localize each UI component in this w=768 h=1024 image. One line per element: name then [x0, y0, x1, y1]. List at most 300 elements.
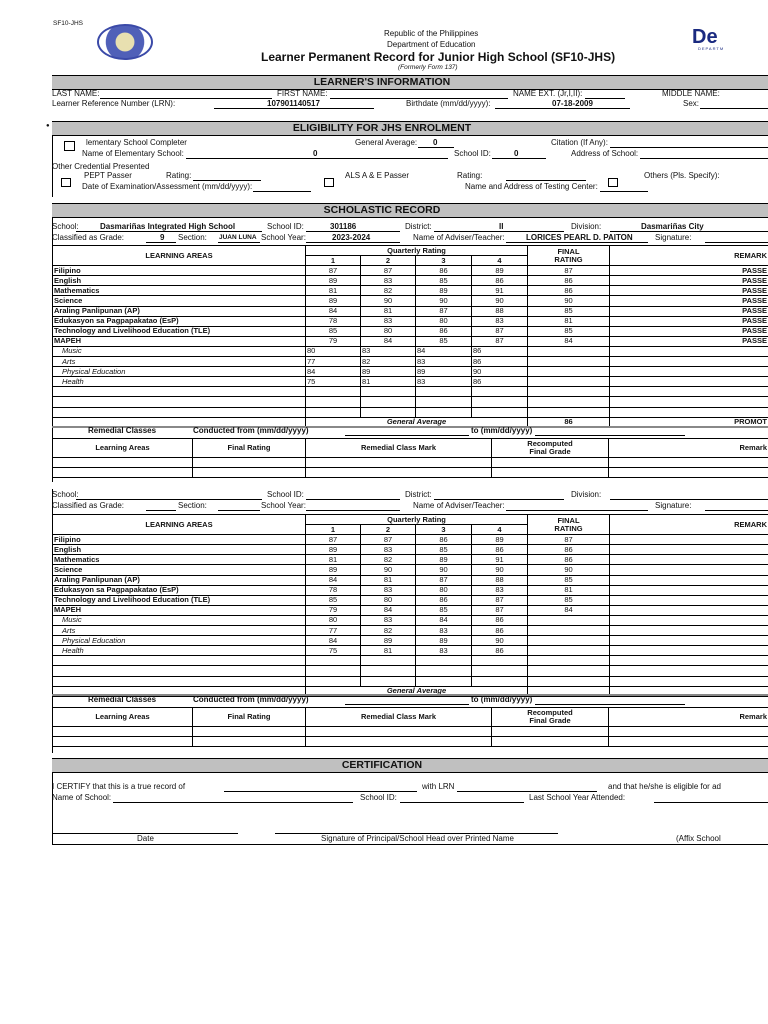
subject-remark[interactable] — [610, 595, 768, 605]
r1-signature-field[interactable] — [705, 242, 768, 243]
blank-cell[interactable] — [610, 666, 768, 676]
final-rating[interactable] — [528, 367, 610, 377]
rem1-cell[interactable] — [306, 468, 492, 478]
rem1-cell[interactable] — [193, 468, 306, 478]
cert-last-sy-field[interactable] — [654, 802, 768, 803]
final-rating[interactable]: 81 — [528, 585, 610, 595]
r1-sy-field[interactable] — [306, 242, 400, 243]
r1-school-field[interactable] — [76, 231, 262, 232]
subject-remark[interactable]: PASSE — [610, 296, 768, 306]
quarter-1-grade[interactable]: 77 — [306, 626, 361, 636]
subject-row — [53, 636, 768, 646]
subject-remark[interactable] — [610, 535, 768, 545]
blank-cell[interactable] — [416, 666, 472, 676]
subject-row — [53, 276, 768, 286]
certify-lrn-field[interactable] — [457, 791, 597, 792]
subject-remark[interactable]: PASSE — [610, 306, 768, 316]
r1-grade-field[interactable] — [146, 242, 176, 243]
quarter-1-grade[interactable]: 78 — [306, 585, 361, 595]
grades-table-1 — [52, 245, 768, 428]
quarter-4-grade[interactable]: 91 — [472, 555, 528, 565]
quarter-3-grade[interactable]: 86 — [416, 535, 472, 545]
final-rating[interactable]: 86 — [528, 286, 610, 296]
r2-school-id-field[interactable] — [306, 499, 400, 500]
quarter-2-grade[interactable]: 83 — [361, 545, 416, 555]
rem1-cell[interactable] — [193, 458, 306, 468]
subject-remark[interactable] — [610, 646, 768, 656]
subject-remark[interactable] — [610, 575, 768, 585]
quarter-2-grade[interactable]: 87 — [361, 266, 416, 276]
r2-section-field[interactable] — [218, 510, 260, 511]
final-rating[interactable]: 87 — [528, 266, 610, 276]
quarter-2-grade[interactable]: 90 — [361, 565, 416, 575]
r1-school-value: Dasmariñas Integrated High School — [100, 222, 236, 231]
quarter-2-grade[interactable]: 89 — [361, 367, 416, 377]
lrn-field[interactable] — [214, 108, 374, 109]
final-rating[interactable]: 85 — [528, 306, 610, 316]
r2-school-field[interactable] — [76, 499, 262, 500]
r2-division-field[interactable] — [610, 499, 768, 500]
quarter-1-grade[interactable]: 89 — [306, 276, 361, 286]
quarter-2-grade[interactable]: 83 — [361, 276, 416, 286]
form-title: Learner Permanent Record for Junior High School (SF10-JHS) — [261, 50, 616, 64]
quarter-2-grade[interactable]: 83 — [361, 615, 416, 625]
final-rating[interactable] — [528, 646, 610, 656]
final-rating[interactable] — [528, 636, 610, 646]
subject-name: English — [53, 545, 306, 555]
subject-name: Physical Education — [53, 636, 306, 646]
sex-field[interactable] — [700, 108, 768, 109]
quarter-2-grade[interactable]: 83 — [361, 346, 416, 356]
quarter-3-grade[interactable]: 90 — [416, 565, 472, 575]
subject-remark[interactable] — [610, 357, 768, 367]
r1-section-field[interactable] — [218, 242, 260, 243]
r1-school-id-field[interactable] — [306, 231, 400, 232]
remedial1-to-field[interactable] — [535, 435, 685, 436]
final-rating[interactable]: 90 — [528, 296, 610, 306]
quarter-2-grade[interactable]: 87 — [361, 535, 416, 545]
lrn-label: Learner Reference Number (LRN): — [52, 99, 176, 108]
rem1-col-mark: Remedial Class Mark — [306, 439, 492, 458]
quarter-1-grade[interactable]: 81 — [306, 555, 361, 565]
blank-row — [53, 397, 768, 407]
quarter-4-grade[interactable]: 86 — [472, 377, 528, 387]
subject-remark[interactable] — [610, 555, 768, 565]
blank-cell[interactable] — [416, 656, 472, 666]
blank-cell[interactable] — [416, 387, 472, 397]
blank-cell[interactable] — [472, 666, 528, 676]
quarter-2-grade[interactable]: 81 — [361, 306, 416, 316]
subject-name: Science — [53, 565, 306, 575]
subject-name: Araling Panlipunan (AP) — [53, 575, 306, 585]
subject-remark[interactable]: PASSE — [610, 276, 768, 286]
rem2-cell[interactable] — [609, 727, 768, 737]
col-q3: 3 — [416, 256, 472, 266]
subject-name: Arts — [53, 626, 306, 636]
pept-rating-field[interactable] — [193, 180, 261, 181]
cert-school-field[interactable] — [113, 802, 353, 803]
r1-adviser-field[interactable] — [506, 242, 648, 243]
subject-name: Araling Panlipunan (AP) — [53, 306, 306, 316]
quarter-3-grade[interactable]: 85 — [416, 276, 472, 286]
quarter-1-grade[interactable]: 81 — [306, 286, 361, 296]
quarter-3-grade[interactable]: 86 — [416, 326, 472, 336]
pept-checkbox[interactable] — [61, 178, 71, 187]
blank-cell[interactable] — [361, 656, 416, 666]
quarter-3-grade[interactable]: 85 — [416, 336, 472, 346]
blank-row — [53, 666, 768, 676]
blank-cell[interactable] — [528, 676, 610, 686]
final-rating[interactable] — [528, 357, 610, 367]
elem-completer-checkbox[interactable] — [64, 141, 75, 151]
quarter-4-grade[interactable]: 91 — [472, 286, 528, 296]
subject-remark[interactable] — [610, 346, 768, 356]
remedial2-from-field[interactable] — [345, 704, 469, 705]
subject-remark[interactable] — [610, 626, 768, 636]
blank-cell[interactable] — [610, 407, 768, 417]
final-rating[interactable] — [528, 346, 610, 356]
quarter-3-grade[interactable]: 83 — [416, 377, 472, 387]
rem2-col-area: Learning Areas — [53, 708, 193, 727]
exam-date-field[interactable] — [253, 191, 311, 192]
quarter-4-grade[interactable]: 89 — [472, 535, 528, 545]
quarter-4-grade[interactable]: 86 — [472, 276, 528, 286]
blank-cell[interactable] — [361, 387, 416, 397]
final-rating[interactable] — [528, 615, 610, 625]
r2-adviser-field[interactable] — [506, 510, 648, 511]
subject-name: Physical Education — [53, 367, 306, 377]
quarter-3-grade[interactable]: 86 — [416, 266, 472, 276]
final-rating[interactable]: 87 — [528, 535, 610, 545]
quarter-3-grade[interactable]: 87 — [416, 575, 472, 585]
final-rating[interactable]: 85 — [528, 595, 610, 605]
final-rating[interactable]: 86 — [528, 545, 610, 555]
blank-cell[interactable] — [610, 656, 768, 666]
quarter-1-grade[interactable]: 75 — [306, 377, 361, 387]
quarter-1-grade[interactable]: 87 — [306, 266, 361, 276]
quarter-1-grade[interactable]: 80 — [306, 346, 361, 356]
quarter-4-grade[interactable]: 87 — [472, 605, 528, 615]
address-field[interactable] — [640, 158, 768, 159]
blank-cell[interactable] — [53, 666, 306, 676]
quarter-2-grade[interactable]: 82 — [361, 286, 416, 296]
citation-field[interactable] — [610, 147, 768, 148]
rem2-cell[interactable] — [306, 727, 492, 737]
rem2-cell[interactable] — [609, 737, 768, 747]
quarter-3-grade[interactable]: 84 — [416, 346, 472, 356]
als-checkbox[interactable] — [324, 178, 334, 187]
blank-cell[interactable] — [472, 676, 528, 686]
quarter-1-grade[interactable]: 79 — [306, 605, 361, 615]
blank-cell[interactable] — [306, 397, 361, 407]
subject-remark[interactable] — [610, 636, 768, 646]
rem2-col-remark: Remark — [609, 708, 768, 727]
r2-grade-field[interactable] — [146, 510, 176, 511]
quarter-4-grade[interactable]: 89 — [472, 266, 528, 276]
blank-cell[interactable] — [306, 666, 361, 676]
quarter-4-grade[interactable]: 87 — [472, 595, 528, 605]
blank-cell[interactable] — [472, 656, 528, 666]
final-rating[interactable]: 84 — [528, 605, 610, 615]
quarter-3-grade[interactable]: 85 — [416, 545, 472, 555]
r1-grade-value: 9 — [160, 233, 165, 242]
blank-cell[interactable] — [306, 676, 361, 686]
blank-cell[interactable] — [528, 407, 610, 417]
quarter-4-grade[interactable]: 86 — [472, 545, 528, 555]
rem1-cell[interactable] — [492, 468, 609, 478]
general-average-value: 86 — [528, 417, 610, 427]
others-checkbox[interactable] — [608, 178, 618, 187]
quarter-3-grade[interactable]: 87 — [416, 306, 472, 316]
subject-name: Filipino — [53, 266, 306, 276]
subject-name: Filipino — [53, 535, 306, 545]
final-rating[interactable]: 85 — [528, 575, 610, 585]
subject-name: MAPEH — [53, 336, 306, 346]
subject-remark[interactable] — [610, 367, 768, 377]
quarter-4-grade[interactable]: 86 — [472, 626, 528, 636]
quarter-4-grade[interactable]: 87 — [472, 336, 528, 346]
subject-row — [53, 545, 768, 555]
rem2-cell[interactable] — [53, 727, 193, 737]
quarter-2-grade[interactable]: 81 — [361, 646, 416, 656]
rem1-col-area: Learning Areas — [53, 439, 193, 458]
school-id-label: School ID: — [454, 149, 491, 158]
quarter-4-grade[interactable]: 90 — [472, 565, 528, 575]
r1-division-field[interactable] — [610, 231, 768, 232]
blank-cell[interactable] — [361, 397, 416, 407]
quarter-2-grade[interactable]: 90 — [361, 296, 416, 306]
quarter-4-grade[interactable]: 87 — [472, 326, 528, 336]
last-name-label: LAST NAME: — [52, 89, 100, 98]
quarter-1-grade[interactable]: 85 — [306, 595, 361, 605]
r1-district-field[interactable] — [434, 231, 564, 232]
subject-remark[interactable]: PASSE — [610, 286, 768, 296]
quarter-4-grade[interactable]: 86 — [472, 646, 528, 656]
blank-cell[interactable] — [528, 397, 610, 407]
blank-cell[interactable] — [416, 397, 472, 407]
certify-name-field[interactable] — [224, 791, 417, 792]
quarter-2-grade[interactable]: 84 — [361, 605, 416, 615]
final-rating[interactable]: 84 — [528, 336, 610, 346]
quarter-3-grade[interactable]: 85 — [416, 605, 472, 615]
subject-name: Music — [53, 615, 306, 625]
formerly-text: (Formerly Form 137) — [398, 64, 458, 71]
rem2-cell[interactable] — [53, 737, 193, 747]
rem2-cell[interactable] — [193, 737, 306, 747]
subject-row — [53, 326, 768, 336]
quarter-1-grade[interactable]: 77 — [306, 357, 361, 367]
quarter-3-grade[interactable]: 83 — [416, 646, 472, 656]
quarter-3-grade[interactable]: 84 — [416, 615, 472, 625]
subject-remark[interactable]: PASSE — [610, 266, 768, 276]
quarter-2-grade[interactable]: 80 — [361, 326, 416, 336]
subject-row — [53, 646, 768, 656]
quarter-2-grade[interactable]: 81 — [361, 575, 416, 585]
quarter-4-grade[interactable]: 90 — [472, 367, 528, 377]
final-rating[interactable] — [528, 626, 610, 636]
quarter-1-grade[interactable]: 84 — [306, 306, 361, 316]
quarter-2-grade[interactable]: 89 — [361, 636, 416, 646]
quarter-1-grade[interactable]: 89 — [306, 565, 361, 575]
quarter-2-grade[interactable]: 83 — [361, 316, 416, 326]
quarter-4-grade[interactable]: 88 — [472, 575, 528, 585]
gen-avg-field[interactable] — [418, 147, 454, 148]
blank-cell[interactable] — [416, 407, 472, 417]
subject-remark[interactable] — [610, 605, 768, 615]
birthdate-value: 07-18-2009 — [552, 99, 593, 108]
blank-cell[interactable] — [361, 407, 416, 417]
col-q2: 2 — [361, 256, 416, 266]
quarter-2-grade[interactable]: 84 — [361, 336, 416, 346]
lrn-value: 107901140517 — [267, 99, 320, 108]
subject-row — [53, 595, 768, 605]
rem1-cell[interactable] — [492, 458, 609, 468]
r1-adviser-label: Name of Adviser/Teacher: — [413, 233, 505, 242]
quarter-2-grade[interactable]: 81 — [361, 377, 416, 387]
quarter-1-grade[interactable]: 79 — [306, 336, 361, 346]
quarter-4-grade[interactable]: 88 — [472, 306, 528, 316]
quarter-3-grade[interactable]: 90 — [416, 296, 472, 306]
blank-cell[interactable] — [53, 656, 306, 666]
blank-cell[interactable] — [528, 656, 610, 666]
blank-cell[interactable] — [361, 666, 416, 676]
subject-row — [53, 286, 768, 296]
final-rating[interactable]: 85 — [528, 326, 610, 336]
quarter-3-grade[interactable]: 89 — [416, 286, 472, 296]
rem2-cell[interactable] — [193, 727, 306, 737]
quarter-4-grade[interactable]: 90 — [472, 296, 528, 306]
quarter-4-grade[interactable]: 86 — [472, 357, 528, 367]
quarter-3-grade[interactable]: 83 — [416, 626, 472, 636]
quarter-4-grade[interactable]: 86 — [472, 346, 528, 356]
blank-cell[interactable] — [610, 397, 768, 407]
als-rating-label: Rating: — [457, 171, 483, 180]
school-id-field[interactable] — [492, 158, 546, 159]
quarter-2-grade[interactable]: 82 — [361, 555, 416, 565]
quarter-3-grade[interactable]: 86 — [416, 595, 472, 605]
subject-remark[interactable] — [610, 585, 768, 595]
remedial2-to-field[interactable] — [535, 704, 685, 705]
subject-remark[interactable] — [610, 545, 768, 555]
quarter-2-grade[interactable]: 83 — [361, 585, 416, 595]
subject-remark[interactable]: PASSE — [610, 336, 768, 346]
sex-label: Sex: — [683, 99, 700, 108]
final-rating[interactable]: 86 — [528, 555, 610, 565]
quarter-3-grade[interactable]: 89 — [416, 555, 472, 565]
blank-cell[interactable] — [416, 676, 472, 686]
r2-district-field[interactable] — [434, 499, 564, 500]
pept-label: PEPT Passer — [84, 171, 132, 180]
quarter-1-grade[interactable]: 89 — [306, 545, 361, 555]
subject-remark[interactable] — [610, 565, 768, 575]
quarter-1-grade[interactable]: 75 — [306, 646, 361, 656]
quarter-3-grade[interactable]: 83 — [416, 357, 472, 367]
r1-division-value: Dasmariñas City — [641, 222, 704, 231]
blank-cell[interactable] — [53, 387, 306, 397]
blank-cell[interactable] — [472, 387, 528, 397]
blank-cell[interactable] — [528, 666, 610, 676]
rem1-cell[interactable] — [306, 458, 492, 468]
subject-remark[interactable] — [610, 615, 768, 625]
quarter-1-grade[interactable]: 87 — [306, 535, 361, 545]
quarter-3-grade[interactable]: 89 — [416, 367, 472, 377]
rem1-cell[interactable] — [609, 458, 768, 468]
quarter-1-grade[interactable]: 84 — [306, 575, 361, 585]
col-remarks: REMARK — [610, 246, 768, 266]
rem1-cell[interactable] — [53, 468, 193, 478]
blank-cell[interactable] — [306, 656, 361, 666]
elem-completer-label: lementary School Completer — [86, 138, 187, 147]
birthdate-field[interactable] — [495, 108, 630, 109]
subject-remark[interactable] — [610, 377, 768, 387]
cert-school-id-field[interactable] — [400, 802, 524, 803]
quarter-2-grade[interactable]: 82 — [361, 357, 416, 367]
blank-cell[interactable] — [610, 387, 768, 397]
final-rating[interactable]: 90 — [528, 565, 610, 575]
subject-row — [53, 316, 768, 326]
rem1-cell[interactable] — [53, 458, 193, 468]
blank-cell[interactable] — [53, 407, 306, 417]
rem1-cell[interactable] — [609, 468, 768, 478]
quarter-1-grade[interactable]: 78 — [306, 316, 361, 326]
final-rating[interactable]: 81 — [528, 316, 610, 326]
blank-cell[interactable] — [53, 676, 306, 686]
rem2-cell[interactable] — [492, 727, 609, 737]
remedial1-divider — [52, 426, 768, 428]
remedial1-label: Remedial Classes — [88, 426, 157, 435]
quarter-1-grade[interactable]: 89 — [306, 296, 361, 306]
deped-seal-icon — [97, 24, 153, 60]
quarter-1-grade[interactable]: 85 — [306, 326, 361, 336]
quarter-4-grade[interactable]: 90 — [472, 636, 528, 646]
quarter-1-grade[interactable]: 84 — [306, 636, 361, 646]
elem-school-field[interactable] — [186, 158, 448, 159]
quarter-3-grade[interactable]: 80 — [416, 585, 472, 595]
quarter-3-grade[interactable]: 89 — [416, 636, 472, 646]
final-rating[interactable]: 86 — [528, 276, 610, 286]
quarter-2-grade[interactable]: 80 — [361, 595, 416, 605]
r2-sy-field[interactable] — [306, 510, 400, 511]
quarter-4-grade[interactable]: 83 — [472, 316, 528, 326]
subject-name: Technology and Livelihood Education (TLE) — [53, 595, 306, 605]
subject-remark[interactable]: PASSE — [610, 326, 768, 336]
quarter-4-grade[interactable]: 86 — [472, 615, 528, 625]
blank-cell[interactable] — [361, 676, 416, 686]
blank-cell[interactable] — [53, 397, 306, 407]
blank-cell[interactable] — [472, 407, 528, 417]
rem2-cell[interactable] — [492, 737, 609, 747]
bullet-mark: ● — [46, 123, 50, 129]
als-rating-field[interactable] — [506, 180, 586, 181]
final-rating[interactable] — [528, 377, 610, 387]
subject-remark[interactable]: PASSE — [610, 316, 768, 326]
quarter-1-grade[interactable]: 84 — [306, 367, 361, 377]
remedial1-from-field[interactable] — [345, 435, 469, 436]
blank-cell[interactable] — [472, 397, 528, 407]
quarter-2-grade[interactable]: 82 — [361, 626, 416, 636]
rem2-cell[interactable] — [306, 737, 492, 747]
r2-signature-field[interactable] — [705, 510, 768, 511]
blank-cell[interactable] — [610, 676, 768, 686]
blank-cell[interactable] — [528, 387, 610, 397]
blank-cell[interactable] — [306, 407, 361, 417]
quarter-3-grade[interactable]: 80 — [416, 316, 472, 326]
r1-grade-label: Classified as Grade: — [52, 233, 125, 242]
blank-cell[interactable] — [306, 387, 361, 397]
quarter-1-grade[interactable]: 80 — [306, 615, 361, 625]
testing-center-field[interactable] — [600, 191, 648, 192]
quarter-4-grade[interactable]: 83 — [472, 585, 528, 595]
